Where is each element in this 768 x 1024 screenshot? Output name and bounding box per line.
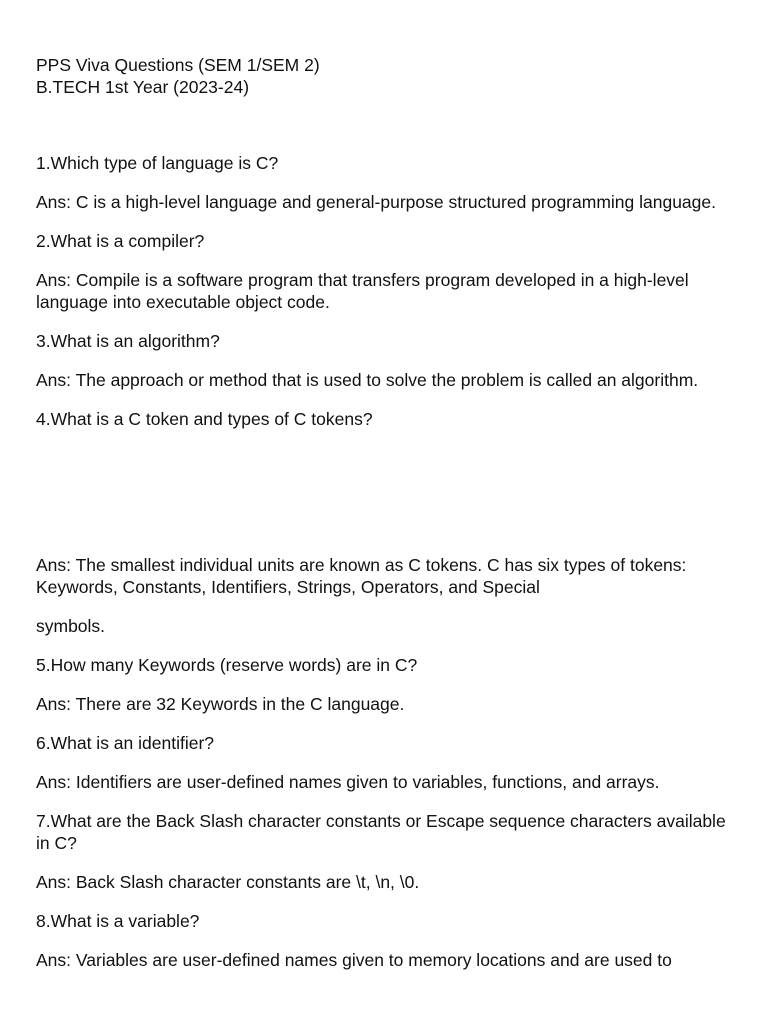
answer-7: Ans: Back Slash character constants are \t, \n, \0. (36, 872, 420, 892)
question-6: 6.What is an identifier? (36, 733, 215, 753)
answer-6: Ans: Identifiers are user-defined names given to variables, functions, and arrays. (36, 772, 660, 792)
answer-4-continued: symbols. (36, 616, 106, 636)
answer-2: Ans: Compile is a software program that transfers program developed in a high-level language into executable object code. (36, 270, 689, 312)
document-subtitle: B.TECH 1st Year (2023-24) (36, 77, 250, 97)
answer-4: Ans: The smallest individual units are known as C tokens. C has six types of tokens: Keywords, Constants, Identifiers, Strings, Operators, and Special (36, 555, 687, 597)
question-7: 7.What are the Back Slash character constants or Escape sequence characters available in C? (36, 811, 726, 853)
document-page (36, 54, 736, 971)
question-3: 3.What is an algorithm? (36, 331, 220, 351)
question-2: 2.What is a compiler? (36, 231, 205, 251)
question-5: 5.How many Keywords (reserve words) are in C? (36, 655, 418, 675)
answer-5: Ans: There are 32 Keywords in the C language. (36, 694, 405, 714)
question-8: 8.What is a variable? (36, 911, 200, 931)
question-4: 4.What is a C token and types of C tokens? (36, 409, 373, 429)
answer-3: Ans: The approach or method that is used to solve the problem is called an algorithm. (36, 370, 699, 390)
document-title: PPS Viva Questions (SEM 1/SEM 2) (36, 55, 320, 75)
answer-1: Ans: C is a high-level language and general-purpose structured programming language. (36, 192, 716, 212)
question-1: 1.Which type of language is C? (36, 153, 279, 173)
answer-8: Ans: Variables are user-defined names given to memory locations and are used to (36, 950, 672, 970)
